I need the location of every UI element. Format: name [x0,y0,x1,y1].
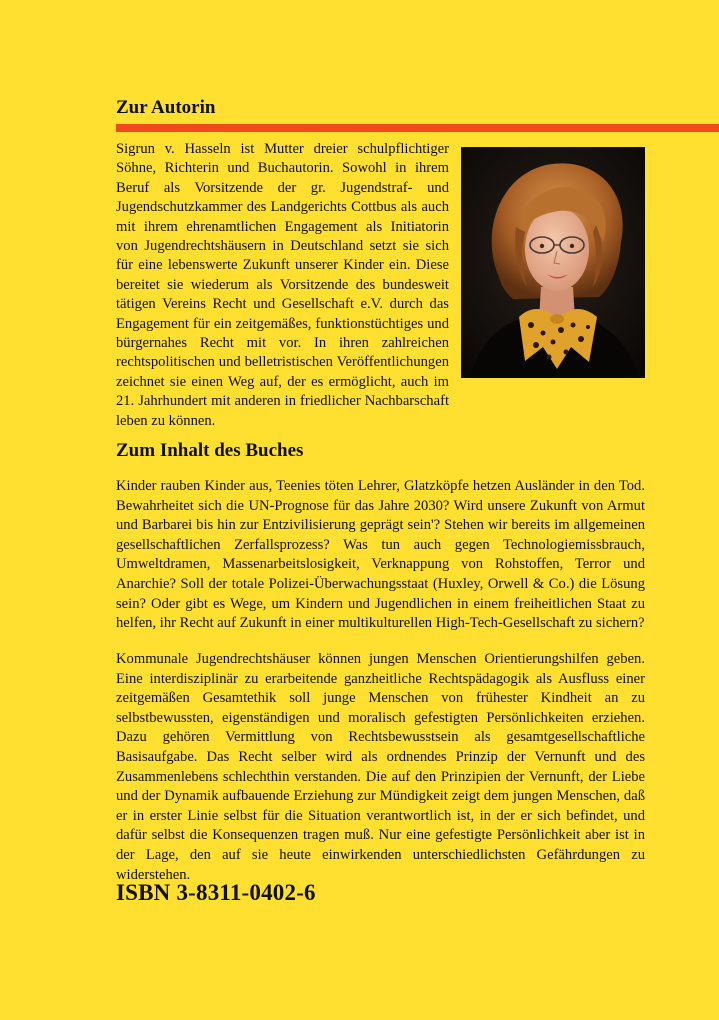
orange-divider [116,124,719,132]
author-bio: Sigrun v. Hasseln ist Mutter dreier schulpflichtiger Söhne, Richterin und Buchautorin. Sowohl in ihrem Beruf als Vorsitzende der gr. Jugendstraf- und Jugendschutzkammer des Landgerichts Cottbus als auch mit ihrem ehrenamtlichen Engagement als Initiatorin von Jugendrechtshäusern in Deutschland setzt sie sich für eine lebenswerte Zukunft unserer Kinder ein. Diese bereitet sie wiederum als Vorsitzende des bundesweit tätigen Vereins Recht und Gesellschaft e.V. durch das Engagement für ein zeitgemäßes, funktionstüchtiges und bürgernahes Recht mit vor. In ihren zahlreichen rechtspolitischen und belletristischen Veröffentlichungen zeichnet sie einen Weg auf, der es ermöglicht, auch im 21. Jahrhundert mit anderen in friedlicher Nachbarschaft leben zu können. [116,141,449,429]
book-content-heading: Zum Inhalt des Buches [116,440,304,461]
isbn-number: ISBN 3-8311-0402-6 [116,880,316,905]
content-paragraph-2: Kommunale Jugendrechtshäuser können jungen Menschen Orientierungshilfen geben. Eine interdisziplinär zu erarbeitende ganzheitliche Rechtspädagogik als Ausfluss einer zeitgemäßen Gesamtethik soll junge Menschen von frühester Kindheit an zu selbstbewussten, eigenständigen und moralisch gefestigten Persönlichkeiten erziehen. Dazu gehören Vermittlung von Rechtsbewusstsein als gesamtgesellschaftliche Basisaufgabe. Das Recht selber wird als ordnendes Prinzip der Vernunft und des Zusammenlebens schlechthin verstanden. Die auf den Prinzipien der Vernunft, der Liebe und der Dynamik aufbauende Erziehung zur Mündigkeit zeigt dem jungen Menschen, daß er in erster Linie selbst für die Situation verantwortlich ist, in der er sich befindet, und dafür selbst die Konsequenzen tragen muß. Nur eine gefestigte Persönlichkeit aber ist in der Lage, den auf sie heute einwirkenden unterschiedlichsten Gefährdungen zu widerstehen. [116,651,645,883]
author-photo [461,147,645,378]
about-author-heading: Zur Autorin [116,97,216,118]
content-paragraph-1: Kinder rauben Kinder aus, Teenies töten Lehrer, Glatzköpfe hetzen Ausländer in den Tod. Bewahrheitet sich die UN-Prognose für das Jahre 2030? Wird unsere Zukunft von Armut und Barbarei bis hin zur Entzivilisierung geprägt sein'? Stehen wir bereits im allgemeinen gesellschaftlichen Zerfallsprozess? Was tun auch gegen Technologiemissbrauch, Umweltdramen, Massenarbeitslosigkeit, Verknappung von Rohstoffen, Terror und Anarchie? Soll der totale Polizei-Überwachungsstaat (Huxley, Orwell & Co.) die Lösung sein? Oder gibt es Wege, um Kindern und Jugendlichen in einem freiheitlichen Staat zu helfen, ihr Recht auf Zukunft in einer multikulturellen High-Tech-Gesellschaft zu sichern? [116,478,645,632]
